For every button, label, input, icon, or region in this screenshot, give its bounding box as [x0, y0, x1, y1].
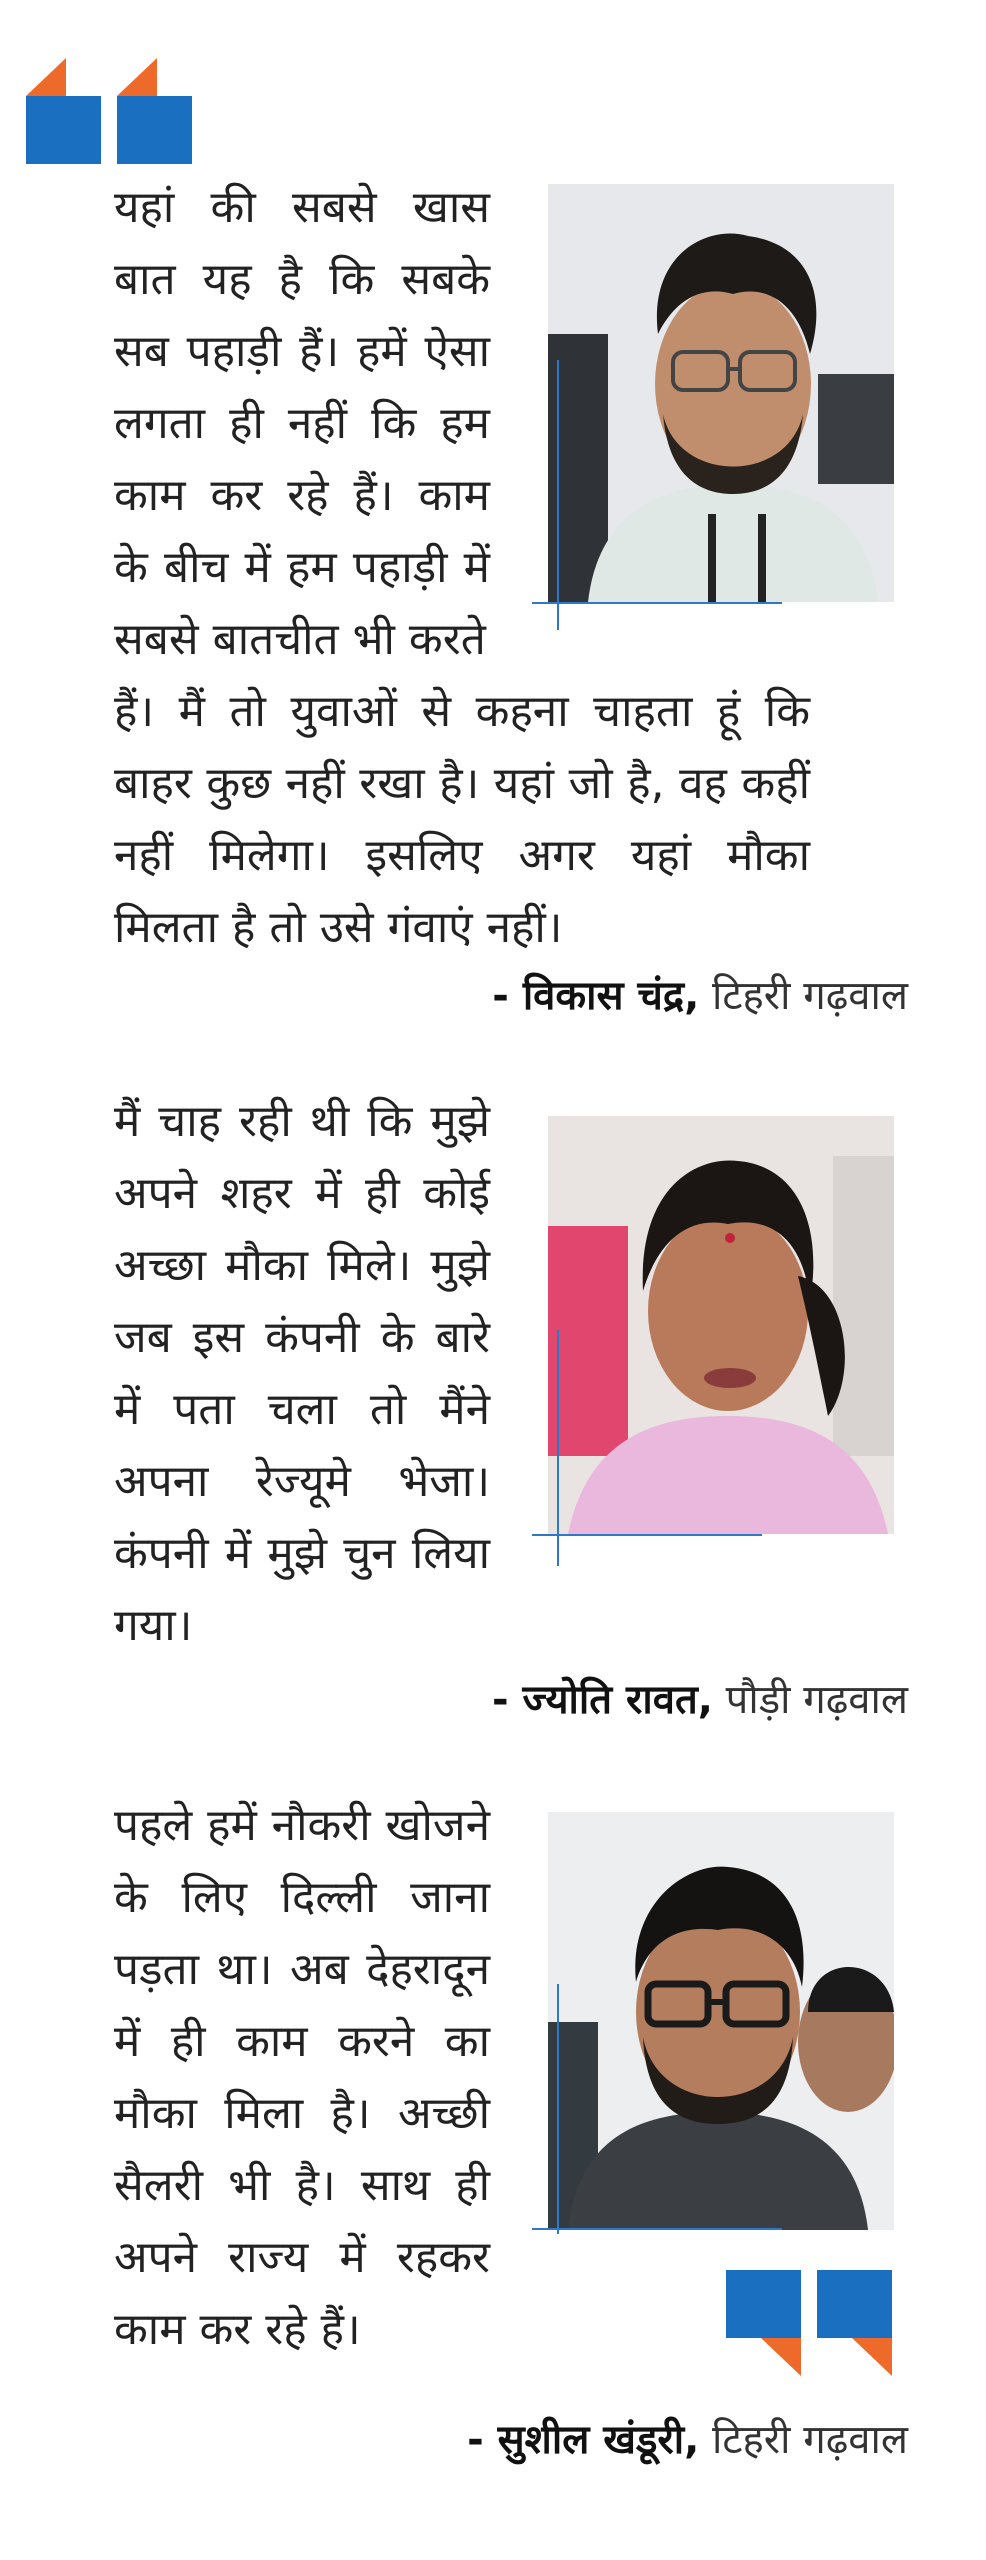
open-quote-icon — [117, 58, 192, 164]
byline-sushil — [467, 2410, 908, 2470]
quote-accent — [117, 58, 157, 96]
testimonial-text: हैं। मैं तो युवाओं से कहना चाहता हूं कि बाहर कुछ नहीं रखा है। यहां जो है, वह कहीं नहीं मिलेगा। इसलिए अगर यहां मौका मिलता है तो उसे गंवाएं नहीं। — [114, 686, 810, 953]
byline-vikas — [492, 966, 908, 1026]
close-quote-icon — [726, 2270, 801, 2376]
open-quote-icon — [26, 58, 101, 164]
photo-frame-line — [557, 1330, 559, 1566]
photo-sushil — [548, 1812, 894, 2230]
quote-accent — [26, 58, 66, 96]
photo-jyoti — [548, 1116, 894, 1534]
quote-block — [117, 96, 192, 164]
person-name: - ज्योति रावत, — [491, 1677, 713, 1723]
person-place: टिहरी गढ़वाल — [712, 973, 908, 1019]
quote-accent — [852, 2338, 892, 2376]
person-place: टिहरी गढ़वाल — [712, 2417, 908, 2463]
photo-frame-line — [532, 602, 782, 604]
person-name: - विकास चंद्र, — [492, 973, 700, 1019]
byline-jyoti — [492, 1670, 908, 1730]
person-name: - सुशील खंडूरी, — [467, 2417, 700, 2463]
photo-frame-line — [557, 1984, 559, 2234]
quote-block — [26, 96, 101, 164]
photo-frame-line — [557, 360, 559, 630]
person-place: पौड़ी गढ़वाल — [725, 1677, 908, 1723]
testimonial-text: पहले हमें नौकरी खोजने के लिए दिल्ली जाना पड़ता था। अब देहरादून में ही काम करने का मौका मिला है। अच्छी सैलरी भी है। साथ ही अपने राज्य में रहकर काम कर रहे हैं। — [114, 1800, 490, 2355]
photo-frame-line — [532, 1534, 762, 1536]
quote-block — [726, 2270, 801, 2338]
photo-vikas — [548, 184, 894, 602]
testimonial-text-lead: यहां की सबसे खास बात यह है कि सबके सब पहाड़ी हैं। हमें ऐसा लगता ही नहीं कि हम काम कर रहे हैं। काम के बीच में हम पहाड़ी में सबसे बातचीत भी करते — [114, 182, 490, 665]
quote-block — [817, 2270, 892, 2338]
quote-accent — [761, 2338, 801, 2376]
close-quote-icon — [817, 2270, 892, 2376]
testimonial-text: मैं चाह रही थी कि मुझे अपने शहर में ही कोई अच्छा मौका मिले। मुझे जब इस कंपनी के बारे में पता चला तो मैंने अपना रेज्यूमे भेजा। कंपनी में मुझे चुन लिया गया। — [114, 1096, 490, 1651]
photo-frame-line — [532, 2228, 782, 2230]
